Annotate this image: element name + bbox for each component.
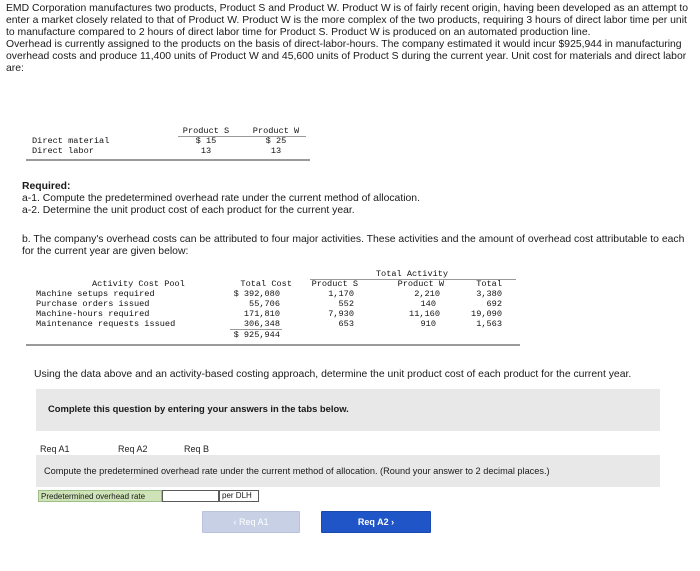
required-b: b. The company's overhead costs can be attributed to four major activities. These activities and the amount of overhead cost attributable to each for the current year are given below: — [22, 234, 685, 257]
row-label-direct-labor: Direct labor — [32, 146, 94, 156]
intro-paragraph-1: EMD Corporation manufactures two products, Product S and Product W. Product W is of fairly recent origin, having been developed as an attempt to enter a market closely related to that of Product W. Product W is the more complex of the two products, requiring 3 hours of direct labor time per unit to manufacture compared to 2 hours of direct labor time for Product S. Product W is produced on an automated production line. — [6, 3, 689, 38]
total-maintenance-requests: 1,563 — [476, 319, 502, 329]
w-machine-hours: 11,160 — [409, 309, 440, 319]
activity-table-bottom-rule — [26, 344, 520, 346]
s-maintenance-requests: 653 — [338, 319, 354, 329]
cost-grand-total: $ 925,944 — [233, 330, 280, 340]
pool-purchase-orders: Purchase orders issued — [36, 299, 150, 309]
w-maintenance-requests: 910 — [420, 319, 436, 329]
s-purchase-orders: 552 — [338, 299, 354, 309]
w-machine-setups: 2,210 — [414, 289, 440, 299]
row-label-direct-material: Direct material — [32, 136, 110, 146]
chevron-left-icon: ‹ — [233, 517, 239, 527]
next-button-label: Req A2 — [357, 517, 389, 527]
next-button[interactable] — [321, 511, 431, 533]
intro-paragraph-2: Overhead is currently assigned to the products on the basis of direct-labor-hours. The company estimated it would incur $925,944 in manufacturing overhead costs and produce 11,400 units of Product W and 45,600 units of Product S during the current year. Unit cost for materials and direct labor are: — [6, 39, 687, 74]
pool-machine-hours: Machine-hours required — [36, 309, 150, 319]
answer-unit-text: per DLH — [222, 491, 252, 500]
question-text: Compute the predetermined overhead rate under the current method of allocation. (Round your answer to 2 decimal places.) — [44, 466, 550, 476]
cell-dm-s: $ 15 — [195, 136, 217, 146]
header-product-w2: Product W — [397, 279, 444, 289]
pool-maintenance-requests: Maintenance requests issued — [36, 319, 176, 329]
table-bottom-rule — [26, 159, 310, 161]
total-machine-hours: 19,090 — [471, 309, 502, 319]
instruction-text: Using the data above and an activity-based costing approach, determine the unit product cost of each product for the current year. — [34, 369, 632, 380]
header-product-w: Product W — [252, 126, 300, 136]
banner-text: Complete this question by entering your answers in the tabs below. — [48, 403, 349, 414]
w-purchase-orders: 140 — [420, 299, 436, 309]
cell-dm-w: $ 25 — [265, 136, 287, 146]
prev-button[interactable] — [202, 511, 300, 533]
pool-machine-setups: Machine setups required — [36, 289, 155, 299]
required-a1: a-1. Compute the predetermined overhead rate under the current method of allocation. — [22, 193, 420, 204]
cost-machine-setups: $ 392,080 — [233, 289, 280, 299]
header-total-cost: Total Cost — [240, 279, 292, 289]
answer-unit — [219, 490, 259, 502]
s-machine-hours: 7,930 — [328, 309, 354, 319]
predetermined-overhead-rate-input[interactable] — [162, 490, 219, 502]
total-purchase-orders: 692 — [486, 299, 502, 309]
header-total: Total — [476, 279, 502, 289]
required-a2: a-2. Determine the unit product cost of each product for the current year. — [22, 205, 355, 216]
header-product-s2: Product S — [311, 279, 358, 289]
header-pool: Activity Cost Pool — [92, 279, 185, 289]
tab-req-a2[interactable]: Req A2 — [118, 444, 148, 454]
required-title: Required: — [22, 181, 71, 192]
header-product-s: Product S — [182, 126, 230, 136]
instructions-banner — [36, 389, 660, 431]
required-section — [22, 181, 692, 217]
s-machine-setups: 1,170 — [328, 289, 354, 299]
cost-maintenance-requests: 306,348 — [243, 319, 280, 329]
cell-dl-s: 13 — [200, 146, 212, 156]
problem-intro — [6, 3, 694, 75]
cost-purchase-orders: 55,706 — [249, 299, 280, 309]
prev-button-label: Req A1 — [238, 517, 269, 527]
cell-dl-w: 13 — [270, 146, 282, 156]
answer-label-text: Predetermined overhead rate — [41, 492, 146, 501]
total-machine-setups: 3,380 — [476, 289, 502, 299]
tab-req-b[interactable]: Req B — [184, 444, 210, 454]
chevron-right-icon: › — [388, 517, 395, 527]
question-panel — [36, 455, 660, 487]
answer-label — [38, 490, 162, 502]
cost-machine-hours: 171,810 — [243, 309, 280, 319]
group-header-total-activity: Total Activity — [375, 269, 449, 279]
tab-req-a1[interactable]: Req A1 — [40, 444, 70, 454]
